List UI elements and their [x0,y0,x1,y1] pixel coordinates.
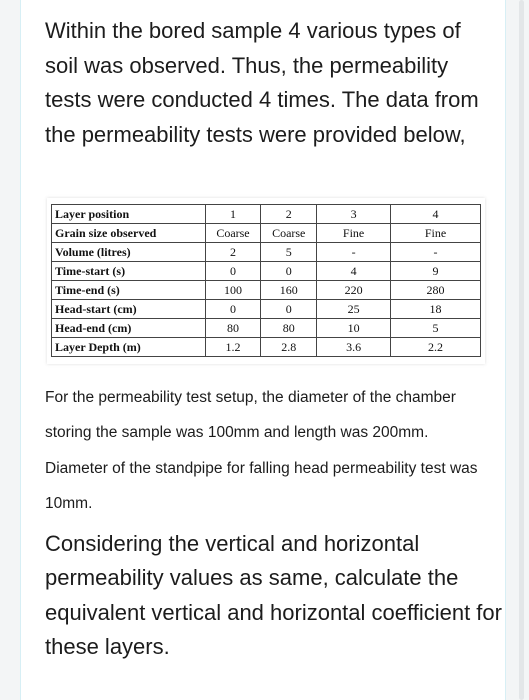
table-cell: 80 [261,319,317,338]
table-cell: 9 [391,262,481,281]
table-cell: 1.2 [205,338,261,357]
intro-paragraph: Within the bored sample 4 various types of soil was observed. Thus, the permeability tests were conducted 4 times. The data from the permeability tests were provided below, [45,18,479,147]
table-cell: 280 [391,281,481,300]
table-row [52,205,481,224]
table-cell: Fine [391,224,481,243]
table-cell: 5 [261,243,317,262]
table-cell: 4 [317,262,391,281]
table-row [52,300,481,319]
table-cell: Coarse [261,224,317,243]
table-row [52,319,481,338]
table-cell: 220 [317,281,391,300]
table-cell: 25 [317,300,391,319]
table-cell: 0 [205,300,261,319]
table-cell: 3 [317,205,391,224]
row-label: Layer position [52,205,206,224]
table-row [52,281,481,300]
table-cell: 2.2 [391,338,481,357]
table-cell: Coarse [205,224,261,243]
table-cell: 80 [205,319,261,338]
question-card [20,0,506,700]
table-cell: 2.8 [261,338,317,357]
table-cell: 1 [205,205,261,224]
table-image [47,198,485,364]
table-cell: - [317,243,391,262]
row-label: Time-start (s) [52,262,206,281]
row-label: Grain size observed [52,224,206,243]
row-label: Volume (litres) [52,243,206,262]
table-cell: 4 [391,205,481,224]
row-label: Time-end (s) [52,281,206,300]
table-cell: 160 [261,281,317,300]
row-label: Head-start (cm) [52,300,206,319]
row-label: Head-end (cm) [52,319,206,338]
row-label: Layer Depth (m) [52,338,206,357]
table-cell: 5 [391,319,481,338]
scrollbar[interactable] [519,0,524,700]
permeability-table [51,204,481,357]
table-cell: 10 [317,319,391,338]
table-cell: 18 [391,300,481,319]
question-paragraph: Considering the vertical and horizontal permeability values as same, calculate the equivalent vertical and horizontal coefficient for these layers. [45,531,502,660]
table-row [52,224,481,243]
table-row [52,338,481,357]
table-row [52,262,481,281]
table-row [52,243,481,262]
table-cell: 3.6 [317,338,391,357]
table-cell: 0 [261,300,317,319]
table-cell: - [391,243,481,262]
table-cell: 2 [205,243,261,262]
setup-paragraph: For the permeability test setup, the diameter of the chamber storing the sample was 100mm and length was 200mm. Diameter of the standpipe for falling head permeability test was 10mm. [45,389,478,513]
table-cell: 0 [205,262,261,281]
table-cell: 100 [205,281,261,300]
table-cell: Fine [317,224,391,243]
table-cell: 0 [261,262,317,281]
table-cell: 2 [261,205,317,224]
